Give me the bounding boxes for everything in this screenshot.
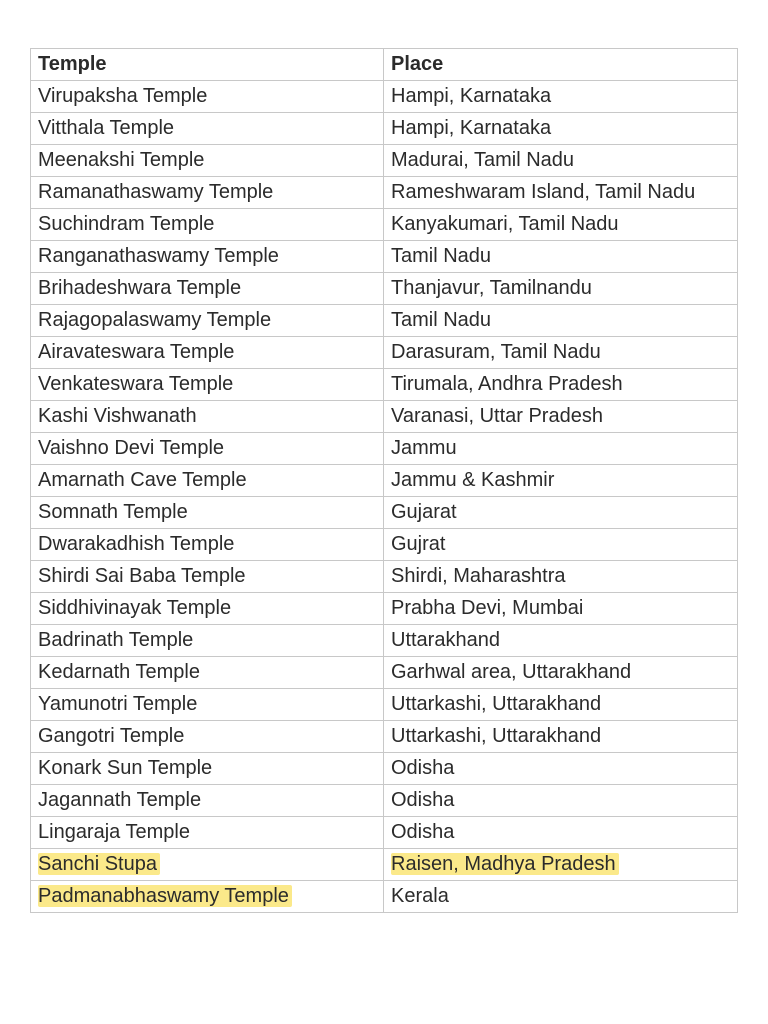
place-cell: Jammu & Kashmir [384,465,738,497]
table-row [31,497,738,529]
table-row [31,369,738,401]
table-row [31,721,738,753]
temple-cell: Kashi Vishwanath [31,401,384,433]
table-row [31,465,738,497]
table-row [31,81,738,113]
temple-cell: Airavateswara Temple [31,337,384,369]
table-row [31,689,738,721]
temple-cell: Suchindram Temple [31,209,384,241]
place-cell: Kerala [384,881,738,913]
table-row [31,817,738,849]
table-row [31,433,738,465]
place-cell: Hampi, Karnataka [384,113,738,145]
place-cell: Odisha [384,817,738,849]
table-row [31,849,738,881]
place-column-header: Place [384,49,738,81]
highlighted-text: Padmanabhaswamy Temple [38,885,292,907]
temple-cell: Venkateswara Temple [31,369,384,401]
table-row [31,241,738,273]
table-row [31,881,738,913]
place-cell: Odisha [384,785,738,817]
place-cell: Shirdi, Maharashtra [384,561,738,593]
table-row [31,177,738,209]
place-cell: Tirumala, Andhra Pradesh [384,369,738,401]
place-cell: Hampi, Karnataka [384,81,738,113]
temple-cell: Somnath Temple [31,497,384,529]
temples-table [30,48,738,913]
temple-cell: Ranganathaswamy Temple [31,241,384,273]
place-cell: Kanyakumari, Tamil Nadu [384,209,738,241]
table-row [31,209,738,241]
place-cell: Odisha [384,753,738,785]
temple-cell: Virupaksha Temple [31,81,384,113]
temple-cell: Yamunotri Temple [31,689,384,721]
table-row [31,305,738,337]
temple-cell: Meenakshi Temple [31,145,384,177]
place-cell [384,849,738,881]
temple-cell: Vitthala Temple [31,113,384,145]
temple-cell: Siddhivinayak Temple [31,593,384,625]
place-cell: Varanasi, Uttar Pradesh [384,401,738,433]
temple-cell: Shirdi Sai Baba Temple [31,561,384,593]
temple-cell: Jagannath Temple [31,785,384,817]
place-cell: Uttarkashi, Uttarakhand [384,721,738,753]
place-cell: Tamil Nadu [384,241,738,273]
table-row [31,561,738,593]
place-cell: Prabha Devi, Mumbai [384,593,738,625]
place-cell: Gujrat [384,529,738,561]
highlighted-text: Sanchi Stupa [38,853,160,875]
table-row [31,785,738,817]
place-cell: Jammu [384,433,738,465]
temple-cell: Vaishno Devi Temple [31,433,384,465]
place-cell: Thanjavur, Tamilnandu [384,273,738,305]
place-cell: Uttarakhand [384,625,738,657]
temple-cell: Konark Sun Temple [31,753,384,785]
place-cell: Tamil Nadu [384,305,738,337]
table-row [31,337,738,369]
temple-cell [31,849,384,881]
temple-cell: Lingaraja Temple [31,817,384,849]
table-row [31,529,738,561]
temple-cell [31,881,384,913]
place-cell: Madurai, Tamil Nadu [384,145,738,177]
table-row [31,273,738,305]
table-row [31,625,738,657]
table-row [31,113,738,145]
temple-cell: Kedarnath Temple [31,657,384,689]
temple-cell: Gangotri Temple [31,721,384,753]
place-cell: Darasuram, Tamil Nadu [384,337,738,369]
table-row [31,657,738,689]
place-cell: Uttarkashi, Uttarakhand [384,689,738,721]
table-row [31,753,738,785]
table-row [31,145,738,177]
place-cell: Garhwal area, Uttarakhand [384,657,738,689]
temple-column-header: Temple [31,49,384,81]
temple-cell: Amarnath Cave Temple [31,465,384,497]
temple-cell: Brihadeshwara Temple [31,273,384,305]
temple-cell: Badrinath Temple [31,625,384,657]
highlighted-text: Raisen, Madhya Pradesh [391,853,619,875]
table-row [31,593,738,625]
table-row [31,401,738,433]
header-row [31,49,738,81]
place-cell: Rameshwaram Island, Tamil Nadu [384,177,738,209]
temple-cell: Dwarakadhish Temple [31,529,384,561]
temple-cell: Rajagopalaswamy Temple [31,305,384,337]
place-cell: Gujarat [384,497,738,529]
temple-cell: Ramanathaswamy Temple [31,177,384,209]
